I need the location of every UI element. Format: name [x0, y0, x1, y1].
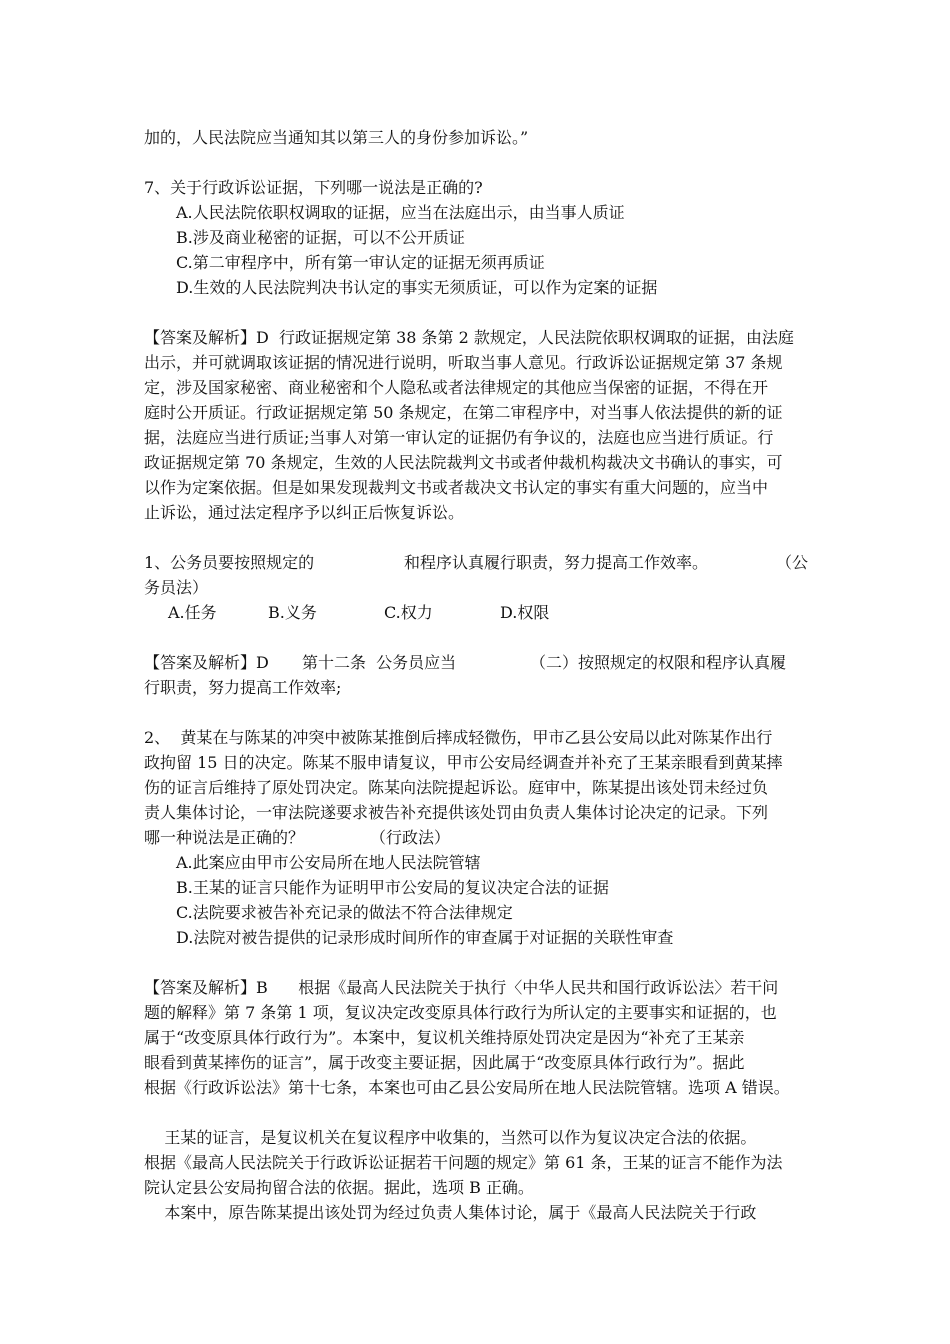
q2-answer-line: 【答案及解析】B 根据《最高人民法院关于执行〈中华人民共和国行政诉讼法〉若干问 [144, 978, 779, 997]
q1-stem-part3: （公 [776, 553, 809, 572]
q2-stem-subject: （行政法） [370, 828, 451, 847]
q2-answer-line: 眼看到黄某摔伤的证言”，属于改变主要证据，因此属于“改变原具体行政行为”。据此 [144, 1053, 745, 1072]
q7-option-a: A.人民法院依职权调取的证据，应当在法庭出示，由当事人质证 [176, 203, 625, 222]
q2-stem-line: 伤的证言后维持了原处罚决定。陈某向法院提起诉讼。庭审中，陈某提出该处罚未经过负 [144, 778, 769, 797]
q2-option-d: D.法院对被告提供的记录形成时间所作的审查属于对证据的关联性审查 [176, 928, 674, 947]
q2-stem-line: 2、 黄某在与陈某的冲突中被陈某推倒后摔成轻微伤，甲市乙县公安局以此对陈某作出行 [144, 728, 773, 747]
q7-option-d: D.生效的人民法院判决书认定的事实无须质证，可以作为定案的证据 [176, 278, 658, 297]
q7-stem: 7、关于行政诉讼证据，下列哪一说法是正确的? [144, 178, 483, 197]
q1-answer-line2: 行职责，努力提高工作效率; [144, 678, 342, 697]
q7-answer-line: 据，法庭应当进行质证;当事人对第一审认定的证据仍有争议的，法庭也应当进行质证。行 [144, 428, 774, 447]
q2-option-a: A.此案应由甲市公安局所在地人民法院管辖 [176, 853, 481, 872]
q1-answer-label: 【答案及解析】D [144, 653, 269, 672]
q2-paragraph-line: 院认定县公安局拘留合法的依据。据此，选项 B 正确。 [144, 1178, 534, 1197]
q1-answer-article: 第十二条 公务员应当 [302, 653, 457, 672]
q1-option-a: A.任务 [168, 603, 217, 622]
q1-stem-part2: 和程序认真履行职责，努力提高工作效率。 [404, 553, 709, 572]
q1-option-c: C.权力 [384, 603, 433, 622]
q1-answer-clause: （二）按照规定的权限和程序认真履 [530, 653, 787, 672]
q2-answer-line: 属于“改变原具体行政行为”。本案中，复议机关维持原处罚决定是因为“补充了王某亲 [144, 1028, 745, 1047]
q2-stem-question: 哪一种说法是正确的？ [144, 828, 305, 847]
q7-answer-line: 庭时公开质证。行政证据规定第 50 条规定，在第二审程序中，对当事人依法提供的新的证 [144, 403, 783, 422]
q7-answer-line: 以作为定案依据。但是如果发现裁判文书或者裁决文书认定的事实有重大问题的，应当中 [144, 478, 769, 497]
q2-option-c: C.法院要求被告补充记录的做法不符合法律规定 [176, 903, 513, 922]
q2-option-b: B.王某的证言只能作为证明甲市公安局的复议决定合法的证据 [176, 878, 609, 897]
q1-stem-part1: 1、公务员要按照规定的 [144, 553, 315, 572]
q7-option-b: B.涉及商业秘密的证据，可以不公开质证 [176, 228, 465, 247]
q2-paragraph-line: 王某的证言，是复议机关在复议程序中收集的，当然可以作为复议决定合法的依据。 [144, 1128, 757, 1147]
q7-answer-line: 出示，并可就调取该证据的情况进行说明，听取当事人意见。行政诉讼证据规定第 37 条规 [144, 353, 783, 372]
q7-answer-line: 【答案及解析】D 行政证据规定第 38 条第 2 款规定，人民法院依职权调取的证据，由法庭 [144, 328, 794, 347]
q1-stem-part4: 务员法） [144, 578, 209, 597]
q2-stem-line: 政拘留 15 日的决定。陈某不服申请复议，甲市公安局经调查并补充了王某亲眼看到黄某摔 [144, 753, 783, 772]
q7-answer-line: 止诉讼，通过法定程序予以纠正后恢复诉讼。 [144, 503, 465, 522]
q2-answer-line: 根据《行政诉讼法》第十七条，本案也可由乙县公安局所在地人民法院管辖。选项 A 错误。 [144, 1078, 790, 1097]
q2-paragraph-line: 根据《最高人民法院关于行政诉讼证据若干问题的规定》第 61 条，王某的证言不能作为法 [144, 1153, 783, 1172]
q1-option-d: D.权限 [500, 603, 550, 622]
q7-option-c: C.第二审程序中，所有第一审认定的证据无须再质证 [176, 253, 545, 272]
q7-answer-line: 定，涉及国家秘密、商业秘密和个人隐私或者法律规定的其他应当保密的证据，不得在开 [144, 378, 769, 397]
q2-stem-line: 责人集体讨论，一审法院遂要求被告补充提供该处罚由负责人集体讨论决定的记录。下列 [144, 803, 769, 822]
q1-option-b: B.义务 [268, 603, 317, 622]
intro-line: 加的，人民法院应当通知其以第三人的身份参加诉讼。” [144, 128, 529, 147]
q2-paragraph-line: 本案中，原告陈某提出该处罚为经过负责人集体讨论，属于《最高人民法院关于行政 [144, 1203, 757, 1222]
q2-answer-line: 题的解释》第 7 条第 1 项，复议决定改变原具体行政行为所认定的主要事实和证据的，也 [144, 1003, 777, 1022]
q7-answer-line: 政证据规定第 70 条规定，生效的人民法院裁判文书或者仲裁机构裁决文书确认的事实，可 [144, 453, 783, 472]
